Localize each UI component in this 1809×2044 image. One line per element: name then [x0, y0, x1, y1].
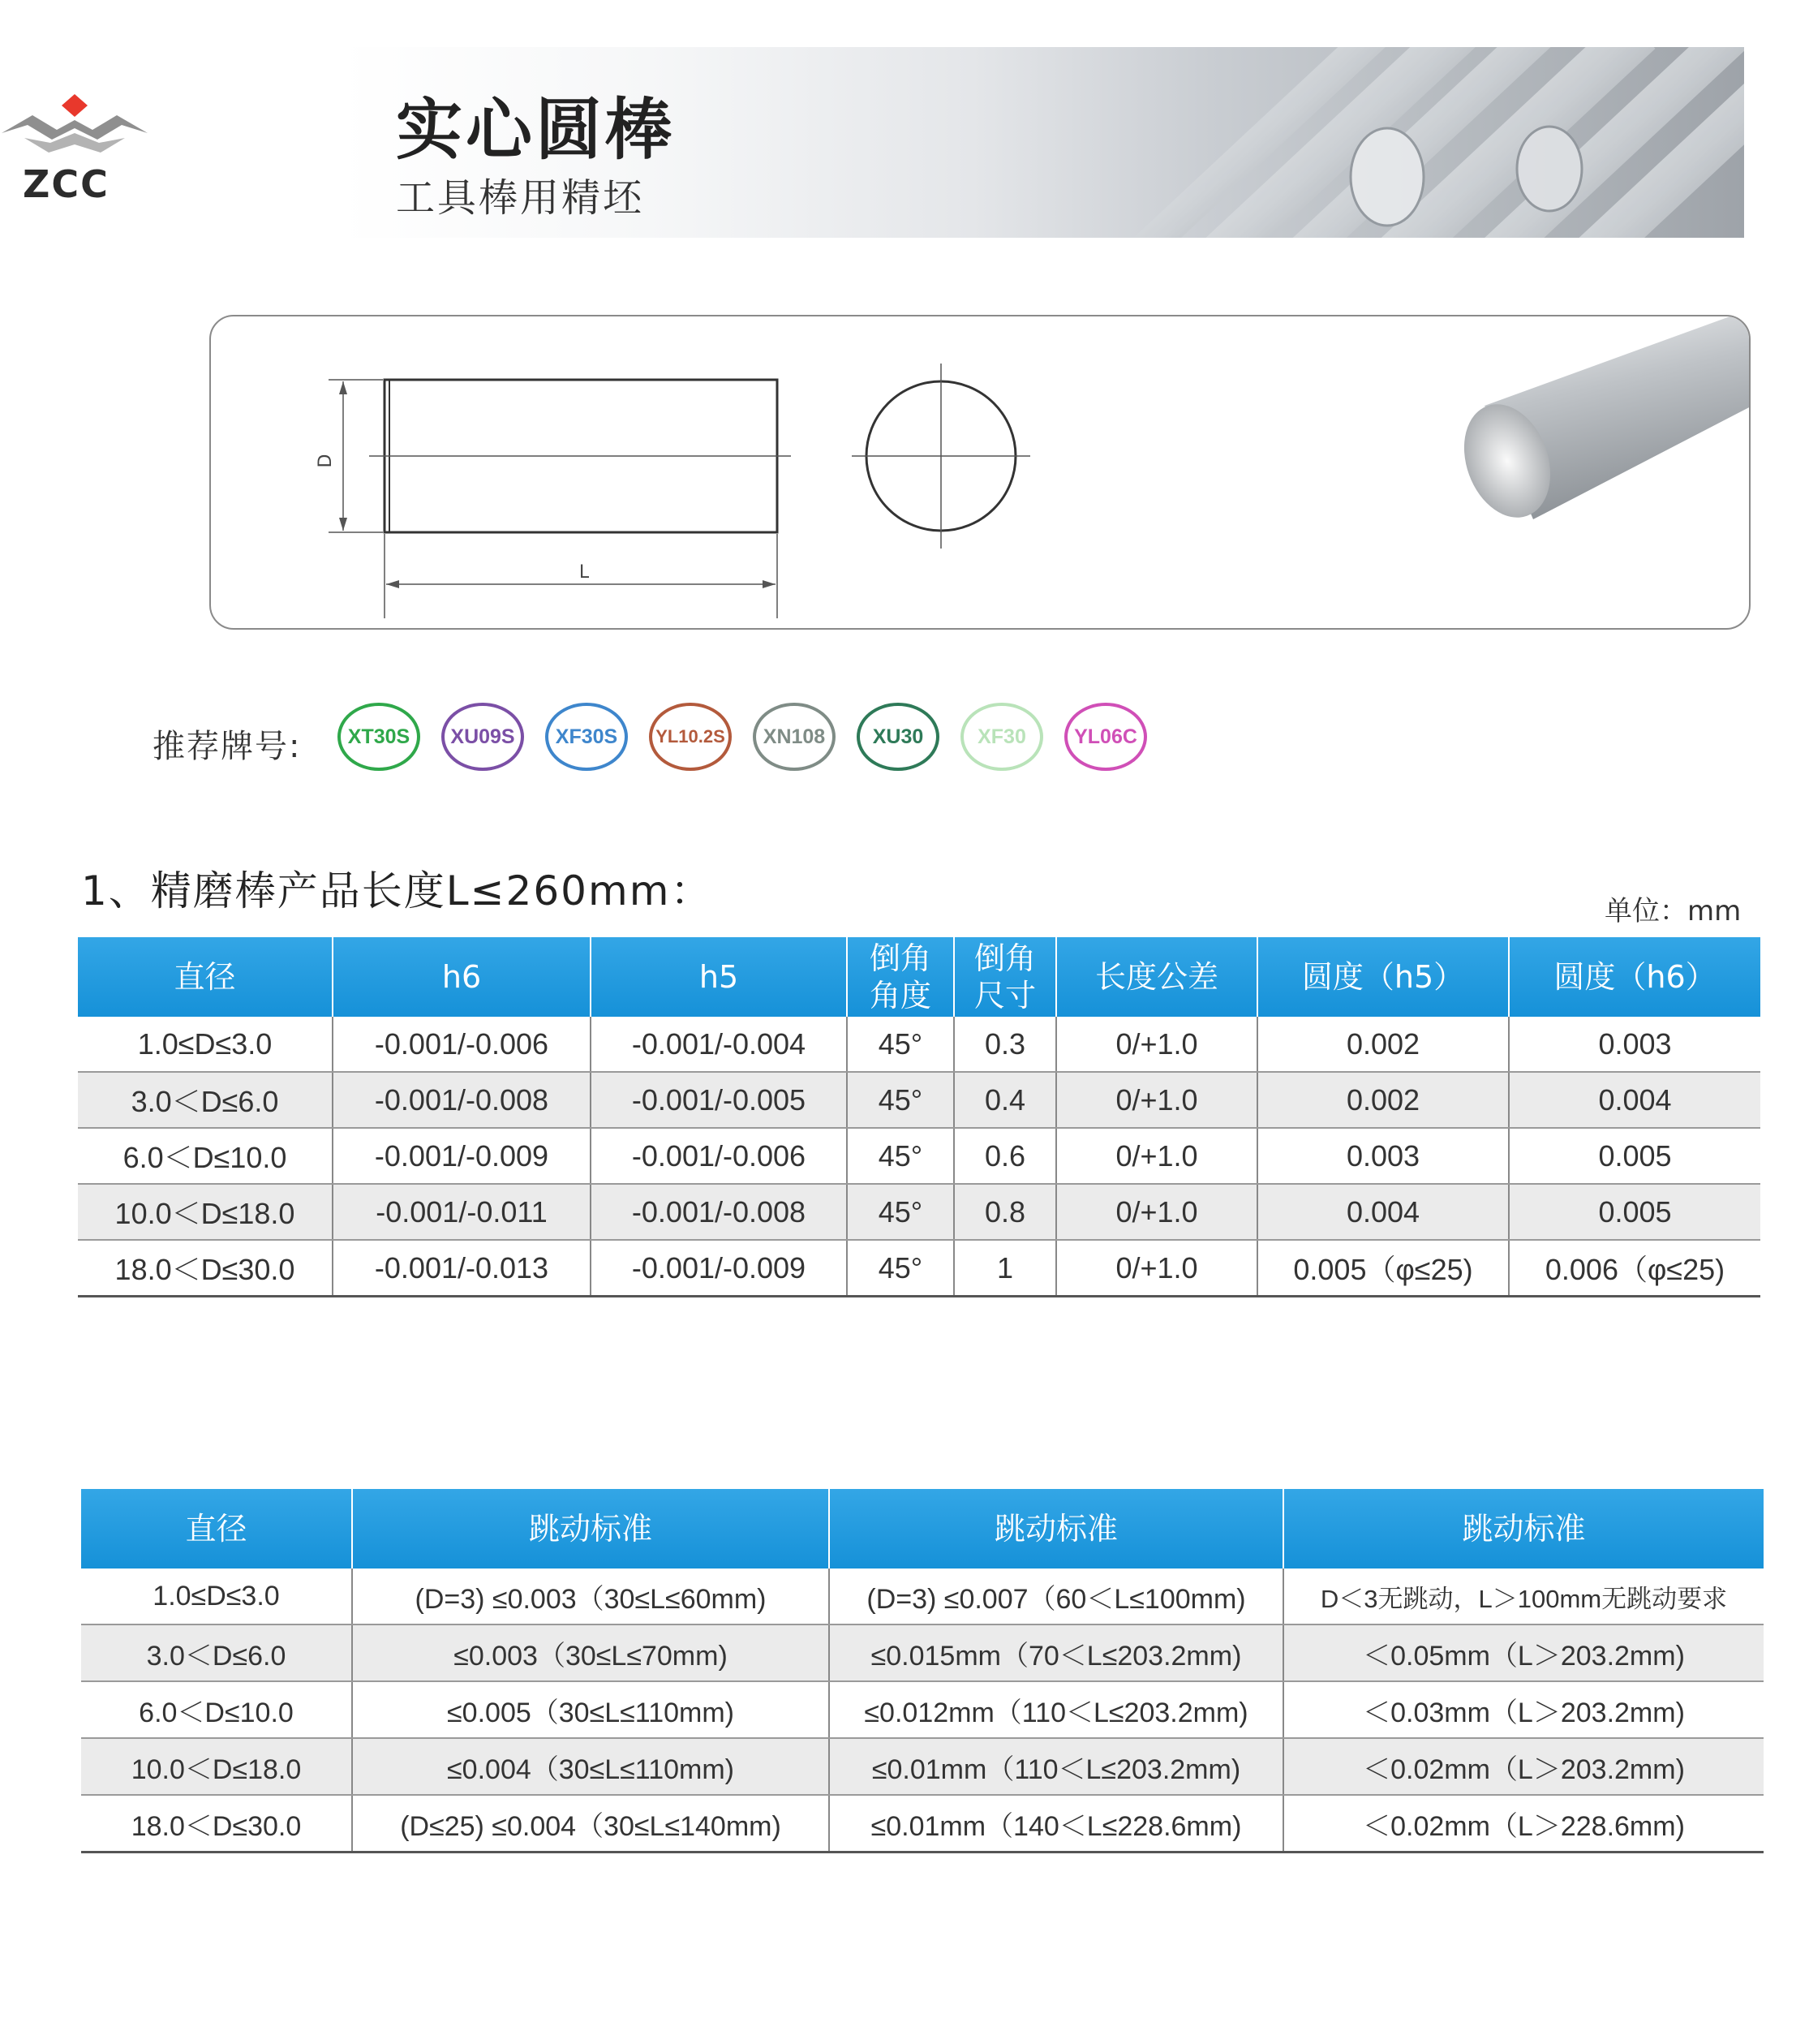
table-row	[78, 1017, 1760, 1072]
column-header: 跳动标准	[1283, 1489, 1764, 1569]
table-cell: 3.0＜D≤6.0	[78, 1072, 333, 1128]
table-cell: ＜0.02mm（L＞228.6mm)	[1283, 1795, 1764, 1853]
grade-name: XF30	[978, 725, 1026, 748]
grade-name: XU09S	[450, 725, 515, 748]
column-header: 跳动标准	[352, 1489, 829, 1569]
table-cell: -0.001/-0.008	[333, 1072, 591, 1128]
table-header-row	[78, 937, 1760, 1017]
column-header: h6	[333, 937, 591, 1017]
grade-badge	[1064, 703, 1147, 771]
table-cell: 1	[954, 1240, 1056, 1297]
table-cell: 45°	[847, 1128, 954, 1184]
table-cell: 0/+1.0	[1056, 1017, 1257, 1072]
unit-label: 单位：mm	[1605, 895, 1742, 927]
table-cell: 0.6	[954, 1128, 1056, 1184]
drawing-panel	[209, 315, 1751, 630]
grade-badge	[960, 703, 1043, 771]
table-row	[81, 1624, 1764, 1681]
table-cell: ≤0.004（30≤L≤110mm)	[352, 1738, 829, 1795]
grade-name: XF30S	[555, 725, 618, 748]
table-cell: 10.0＜D≤18.0	[81, 1738, 352, 1795]
table-cell: 45°	[847, 1240, 954, 1297]
table-cell: 1.0≤D≤3.0	[81, 1569, 352, 1624]
table-cell: -0.001/-0.008	[591, 1184, 847, 1240]
column-header: 倒角角度	[847, 937, 954, 1017]
table-cell: ≤0.01mm（140＜L≤228.6mm)	[829, 1795, 1283, 1853]
dimension-d-label: D	[316, 454, 336, 468]
rod-technical-drawing	[211, 316, 1749, 628]
recommended-grades-label: 推荐牌号:	[153, 728, 302, 765]
table-cell: 0/+1.0	[1056, 1240, 1257, 1297]
table-cell: 45°	[847, 1072, 954, 1128]
column-header: 长度公差	[1056, 937, 1257, 1017]
page-subtitle: 工具棒用精坯	[396, 175, 645, 221]
runout-table	[81, 1489, 1764, 1853]
table-cell: 0/+1.0	[1056, 1128, 1257, 1184]
table-cell: -0.001/-0.013	[333, 1240, 591, 1297]
table-cell: 0.004	[1257, 1184, 1509, 1240]
table-cell: ≤0.015mm（70＜L≤203.2mm)	[829, 1624, 1283, 1681]
column-header: 跳动标准	[829, 1489, 1283, 1569]
logo-text: ZCC	[23, 162, 110, 206]
grade-badge	[337, 703, 420, 771]
table-row	[81, 1569, 1764, 1624]
table-cell: 6.0＜D≤10.0	[81, 1681, 352, 1738]
table-cell: -0.001/-0.006	[333, 1017, 591, 1072]
page-title: 实心圆棒	[396, 92, 676, 169]
table-cell: 0.003	[1257, 1128, 1509, 1184]
table-row	[81, 1738, 1764, 1795]
table-cell: -0.001/-0.004	[591, 1017, 847, 1072]
table-row	[78, 1072, 1760, 1128]
table-cell: ≤0.012mm（110＜L≤203.2mm)	[829, 1681, 1283, 1738]
table-cell: ＜0.03mm（L＞203.2mm)	[1283, 1681, 1764, 1738]
grade-name: XT30S	[347, 725, 410, 748]
table-row	[78, 1184, 1760, 1240]
table-cell: 45°	[847, 1184, 954, 1240]
table-cell: -0.001/-0.009	[333, 1128, 591, 1184]
table-cell: D＜3无跳动，L＞100mm无跳动要求	[1283, 1569, 1764, 1624]
table-cell: 10.0＜D≤18.0	[78, 1184, 333, 1240]
table-cell: 0.003	[1509, 1017, 1760, 1072]
table-cell: ≤0.003（30≤L≤70mm)	[352, 1624, 829, 1681]
column-header: 直径	[81, 1489, 352, 1569]
table-cell: 0/+1.0	[1056, 1184, 1257, 1240]
grade-badge	[857, 703, 939, 771]
grade-name: YL10.2S	[655, 726, 725, 747]
table-cell: ≤0.005（30≤L≤110mm)	[352, 1681, 829, 1738]
table-cell: 0.3	[954, 1017, 1056, 1072]
grade-name: XN108	[763, 725, 826, 748]
table-cell: -0.001/-0.009	[591, 1240, 847, 1297]
grade-name: XU30	[872, 725, 924, 748]
table-row	[81, 1681, 1764, 1738]
table-cell: 3.0＜D≤6.0	[81, 1624, 352, 1681]
grade-badge	[753, 703, 836, 771]
table-cell: 0.004	[1509, 1072, 1760, 1128]
table-cell: 1.0≤D≤3.0	[78, 1017, 333, 1072]
table-cell: -0.001/-0.006	[591, 1128, 847, 1184]
table-cell: 0.8	[954, 1184, 1056, 1240]
table-row	[78, 1128, 1760, 1184]
table-row	[81, 1795, 1764, 1853]
table-header-row	[81, 1489, 1764, 1569]
grade-badge	[649, 703, 732, 771]
table-cell: 0.002	[1257, 1017, 1509, 1072]
tolerance-table	[78, 937, 1760, 1297]
section-title: 1、精磨棒产品长度L≤260mm：	[81, 867, 713, 914]
table-cell: 0.005	[1509, 1184, 1760, 1240]
table-cell: 6.0＜D≤10.0	[78, 1128, 333, 1184]
table-cell: (D=3) ≤0.003（30≤L≤60mm)	[352, 1569, 829, 1624]
table-cell: 0/+1.0	[1056, 1072, 1257, 1128]
table-row	[78, 1240, 1760, 1297]
column-header: h5	[591, 937, 847, 1017]
grade-name: YL06C	[1074, 725, 1137, 748]
table-cell: 0.4	[954, 1072, 1056, 1128]
table-cell: ＜0.02mm（L＞203.2mm)	[1283, 1738, 1764, 1795]
table-cell: 18.0＜D≤30.0	[78, 1240, 333, 1297]
column-header: 圆度（h6）	[1509, 937, 1760, 1017]
table-cell: 0.005（φ≤25)	[1257, 1240, 1509, 1297]
table-cell: 0.002	[1257, 1072, 1509, 1128]
column-header: 圆度（h5）	[1257, 937, 1509, 1017]
table-cell: -0.001/-0.005	[591, 1072, 847, 1128]
grade-badge	[441, 703, 524, 771]
table-cell: 0.005	[1509, 1128, 1760, 1184]
grade-badge	[545, 703, 628, 771]
column-header: 倒角尺寸	[954, 937, 1056, 1017]
dimension-l-label: L	[578, 562, 590, 583]
table-cell: -0.001/-0.011	[333, 1184, 591, 1240]
table-cell: ≤0.01mm（110＜L≤203.2mm)	[829, 1738, 1283, 1795]
zcc-logo-mark	[0, 91, 150, 172]
table-cell: ＜0.05mm（L＞203.2mm)	[1283, 1624, 1764, 1681]
table-cell: (D=3) ≤0.007（60＜L≤100mm)	[829, 1569, 1283, 1624]
table-cell: 0.006（φ≤25)	[1509, 1240, 1760, 1297]
table-cell: (D≤25) ≤0.004（30≤L≤140mm)	[352, 1795, 829, 1853]
table-cell: 45°	[847, 1017, 954, 1072]
column-header: 直径	[78, 937, 333, 1017]
table-cell: 18.0＜D≤30.0	[81, 1795, 352, 1853]
